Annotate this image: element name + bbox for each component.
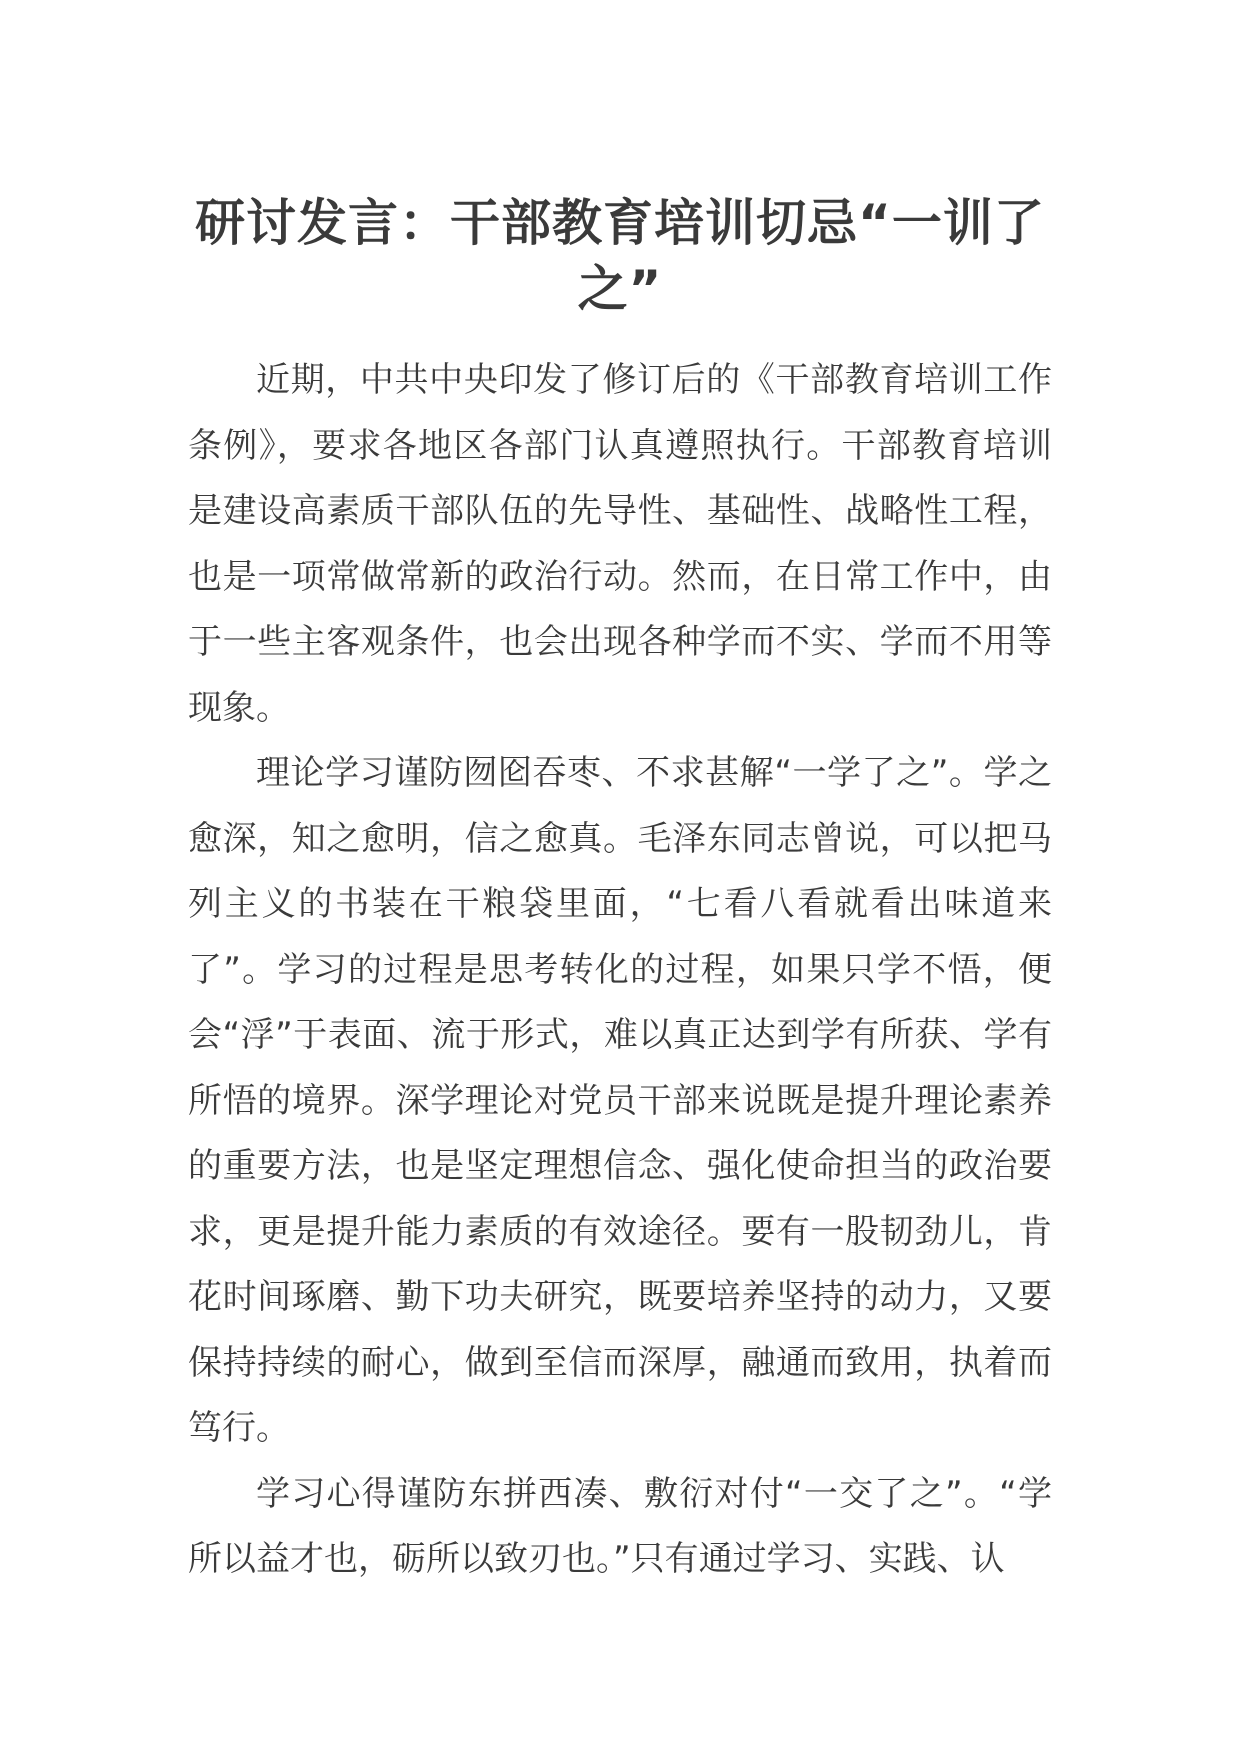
paragraph-theory-study: 理论学习谨防囫囵吞枣、不求甚解“一学了之”。学之愈深，知之愈明，信之愈真。毛泽东同志曾说，可以把马列主义的书装在干粮袋里面，“七看八看就看出味道来了”。学习的过程是思考转化的过程，如果只学不悟，便会“浮”于表面、流于形式，难以真正达到学有所获、学有所悟的境界。深学理论对党员干部来说既是提升理论素养的重要方法，也是坚定理想信念、强化使命担当的政治要求，更是提升能力素质的有效途径。要有一股韧劲儿，肯花时间琢磨、勤下功夫研究，既要培养坚持的动力，又要保持持续的耐心，做到至信而深厚，融通而致用，执着而笃行。 xyxy=(188,753,1052,1448)
paragraph-study-notes: 学习心得谨防东拼西凑、敷衍对付“一交了之”。“学所以益才也，砺所以致刃也。”只有通过学习、实践、认 xyxy=(188,1473,1052,1579)
document-title: 研讨发言：干部教育培训切忌“一训了之” xyxy=(195,194,1045,318)
paragraph-intro: 近期，中共中央印发了修订后的《干部教育培训工作条例》，要求各地区各部门认真遵照执行。干部教育培训是建设高素质干部队伍的先导性、基础性、战略性工程，也是一项常做常新的政治行动。然而，在日常工作中，由于一些主客观条件，也会出现各种学而不实、学而不用等现象。 xyxy=(188,360,1052,728)
document-body xyxy=(188,348,1052,1593)
